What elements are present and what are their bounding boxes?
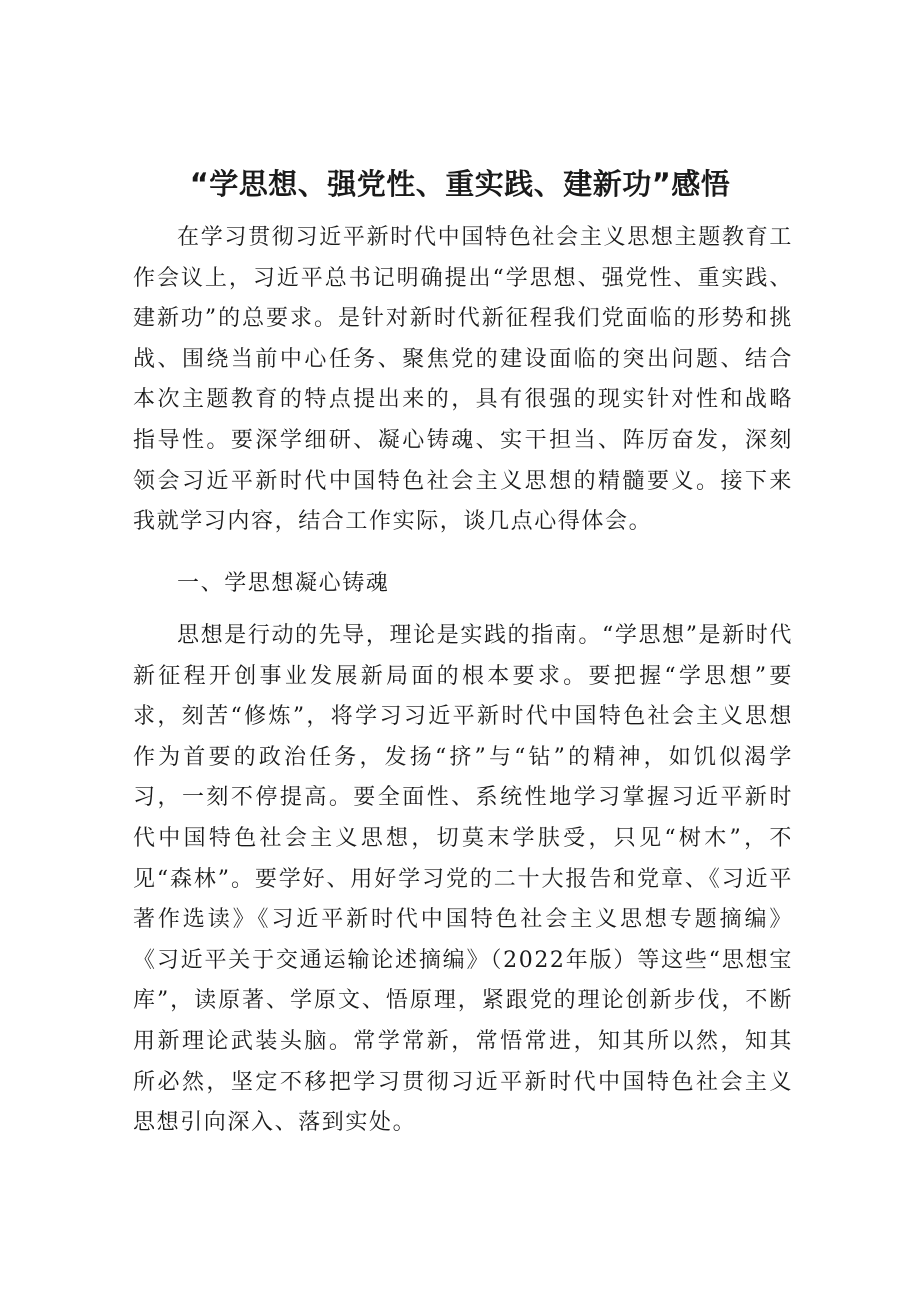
section-heading: 一、学思想凝心铸魂: [177, 571, 390, 596]
section-paragraph: 思想是行动的先导，理论是实践的指南。“学思想”是新时代新征程开创事业发展新局面的根本要求。要把握“学思想”要求，刻苦“修炼”，将学习习近平新时代中国特色社会主义思想作为首要的政治任务，发扬“挤”与“钻”的精神，如饥似渴学习，一刻不停提高。要全面性、系统性地学习掌握习近平新时代中国特色社会主义思想，切莫末学肤受，只见“树木”，不见“森林”。要学好、用好学习党的二十大报告和党章、《习近平著作选读》《习近平新时代中国特色社会主义思想专题摘编》《习近平关于交通运输论述摘编》（2022年版）等这些“思想宝库”，读原著、学原文、悟原理，紧跟党的理论创新步伐，不断用新理论武装头脑。常学常新，常悟常进，知其所以然，知其所必然，坚定不移把学习贯彻习近平新时代中国特色社会主义思想引向深入、落到实处。: [133, 623, 793, 1136]
document-title: “学思想、强党性、重实践、建新功”感悟: [189, 167, 731, 201]
intro-paragraph: 在学习贯彻习近平新时代中国特色社会主义思想主题教育工作会议上，习近平总书记明确提出“学思想、强党性、重实践、建新功”的总要求。是针对新时代新征程我们党面临的形势和挑战、围绕当前中心任务、聚焦党的建设面临的突出问题、结合本次主题教育的特点提出来的，具有很强的现实针对性和战略指导性。要深学细研、凝心铸魂、实干担当、阵厉奋发，深刻领会习近平新时代中国特色社会主义思想的精髓要义。接下来我就学习内容，结合工作实际，谈几点心得体会。: [133, 225, 793, 535]
